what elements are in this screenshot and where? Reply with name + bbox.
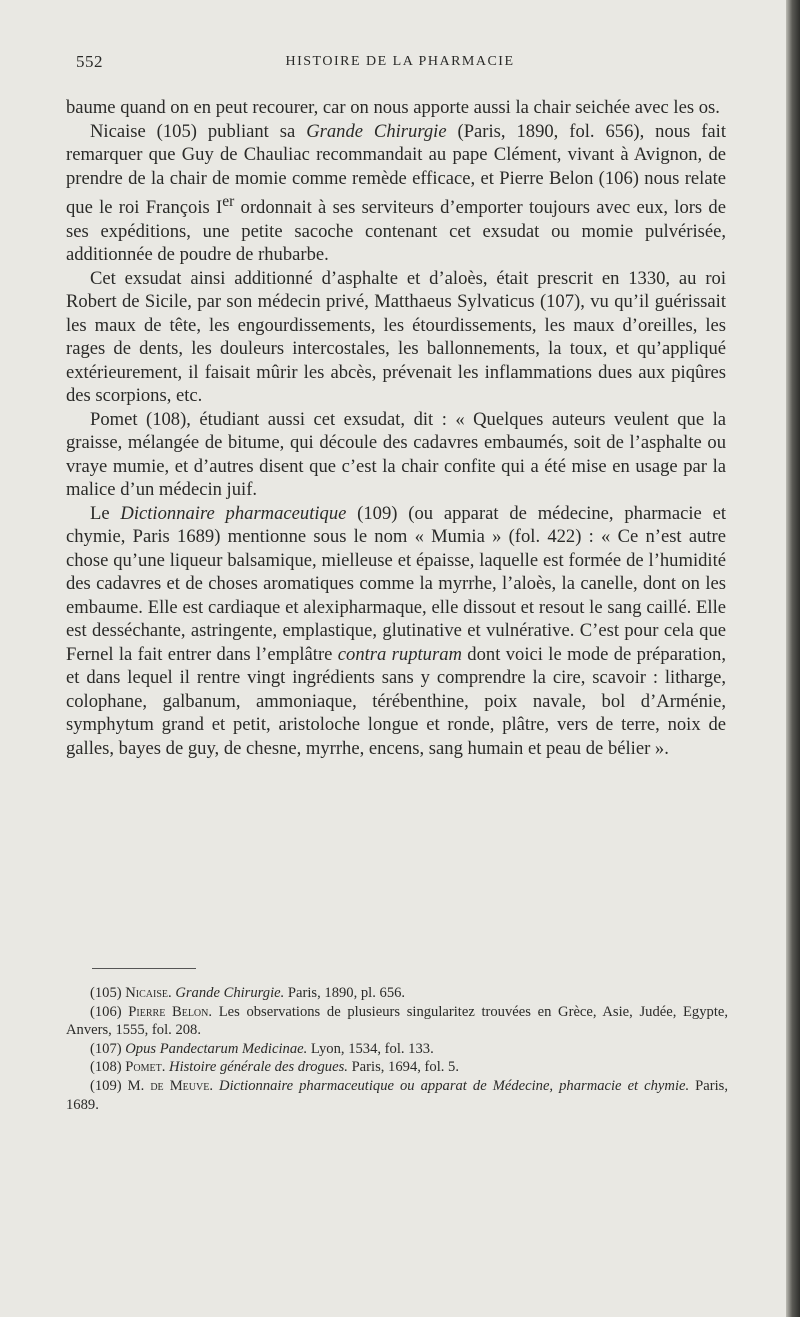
text-run: Pomet (108), étudiant aussi cet exsudat, dit : « Quelques auteurs veulent que la graisse, mélangée de bitume, qui découle des cadavres embaumés, soit de l’asphalte ou vraye mumie, et d’autres disent que c’est la chair confite qui a été mise en usage par la malice d’un médecin juif.	[66, 408, 726, 501]
paragraph	[66, 267, 726, 408]
paragraph	[66, 120, 726, 267]
author-name: Pierre Belon.	[128, 1003, 213, 1020]
italic-text: Opus Pandectarum Medicinae.	[125, 1040, 308, 1057]
text-run: Paris, 1890, pl. 656.	[284, 985, 406, 1001]
italic-text: Dictionnaire pharmaceutique ou apparat de Médecine, pharmacie et chymie.	[219, 1077, 690, 1094]
text-run: (109) M.	[90, 1077, 151, 1094]
paragraph	[66, 96, 726, 120]
running-head: HISTOIRE DE LA PHARMACIE	[285, 54, 515, 69]
text-run: Cet exsudat ainsi additionné d’asphalte et d’aloès, était prescrit en 1330, au roi Robert de Sicile, par son médecin privé, Matthaeus Sylvaticus (107), vu qu’il guérissait les maux de tête, les engourdissements, les étourdissements, les maux d’oreilles, les rages de dents, les douleurs intercostales, les ballonnements, la toux, et qu’appliqué extérieurement, il faisait mûrir les abcès, prévenait les inflammations dues aux piqûres des scorpions, etc.	[66, 267, 726, 407]
text-run: Le	[90, 502, 121, 524]
footnotes	[66, 984, 728, 1114]
paragraph	[66, 502, 726, 761]
page-edge-shadow	[786, 0, 800, 1317]
text-run: baume quand on en peut recourer, car on nous apporte aussi la chair seichée avec les os.	[66, 97, 720, 118]
text-run: Lyon, 1534, fol. 133.	[307, 1040, 434, 1057]
text-run: (109) (ou apparat de médecine, pharmacie et chymie, Paris 1689) mentionne sous le nom « Mumia » (fol. 422) : « Ce n’est autre chose qu’une liqueur balsamique, mielleuse et épaisse, laquelle est formée de l’humidité des cadavres et de choses aromatiques comme la myrrhe, l’aloès, la canelle, dont on les embaume. Elle est cardiaque et alexipharmaque, elle dissout et resout le sang caillé. Elle est desséchante, astringente, emplastique, glutinative et vulnérative. C’est pour cela que Fernel la fait entrer dans l’emplâtre	[66, 502, 727, 665]
footnote	[66, 984, 728, 1003]
text-run: Paris, 1689.	[66, 1077, 729, 1113]
text-run: Les observations de plusieurs singularitez trouvées en Grèce, Asie, Judée, Egypte, Anvers, 1555, fol. 208.	[66, 1003, 729, 1039]
text-run: (Paris, 1890, fol. 656), nous fait remarquer que Guy de Chauliac recommandait au pape Clément, vivant à Avignon, de prendre de la chair de momie comme remède efficace, et Pierre Belon (106) nous relate que le roi François I	[66, 120, 726, 219]
text-run: ordonnait à ses serviteurs d’emporter toujours avec eux, lors de ses expéditions, une petite sacoche contenant cet exsudat ou momie pulvérisée, additionnée de poudre de rhubarbe.	[66, 197, 726, 266]
italic-text: Dictionnaire pharmaceutique	[120, 502, 347, 524]
text-run: (107)	[90, 1040, 126, 1057]
italic-text: Grande Chirurgie	[306, 120, 447, 142]
text-run: (106)	[90, 1003, 129, 1020]
footnote	[66, 1077, 728, 1114]
text-run: Nicaise (105) publiant sa	[90, 120, 307, 142]
italic-text: Histoire générale des drogues.	[169, 1059, 348, 1076]
page-header	[76, 52, 724, 74]
italic-text: contra rupturam	[337, 643, 462, 665]
text-run: (108)	[90, 1059, 126, 1076]
text-run: Paris, 1694, fol. 5.	[347, 1059, 459, 1076]
page-number: 552	[76, 52, 103, 71]
italic-text: Grande Chirurgie.	[175, 985, 285, 1001]
text-run: dont voici le mode de préparation, et dans lequel il rentre vingt ingrédients sans y comprendre la cire, scavoir : litharge, colophane, galbanum, ammoniaque, térébenthine, poix navale, bol d’Arménie, symphytum grand et petit, aristoloche longue et ronde, plâtre, vers de terre, noix de galles, bayes de guy, de chesne, myrrhe, encens, sang humain et peau de bélier ».	[66, 643, 726, 759]
author-name: de Meuve.	[150, 1077, 213, 1094]
author-name: Nicaise.	[125, 985, 172, 1001]
paragraph	[66, 408, 726, 502]
footnote	[66, 1058, 728, 1077]
author-name: Pomet.	[125, 1059, 166, 1076]
footnote-separator	[92, 968, 196, 969]
footnote	[66, 1040, 728, 1059]
footnote	[66, 1003, 728, 1040]
superscript: er	[222, 193, 235, 210]
main-text	[66, 96, 726, 760]
text-run: (105)	[90, 985, 126, 1001]
